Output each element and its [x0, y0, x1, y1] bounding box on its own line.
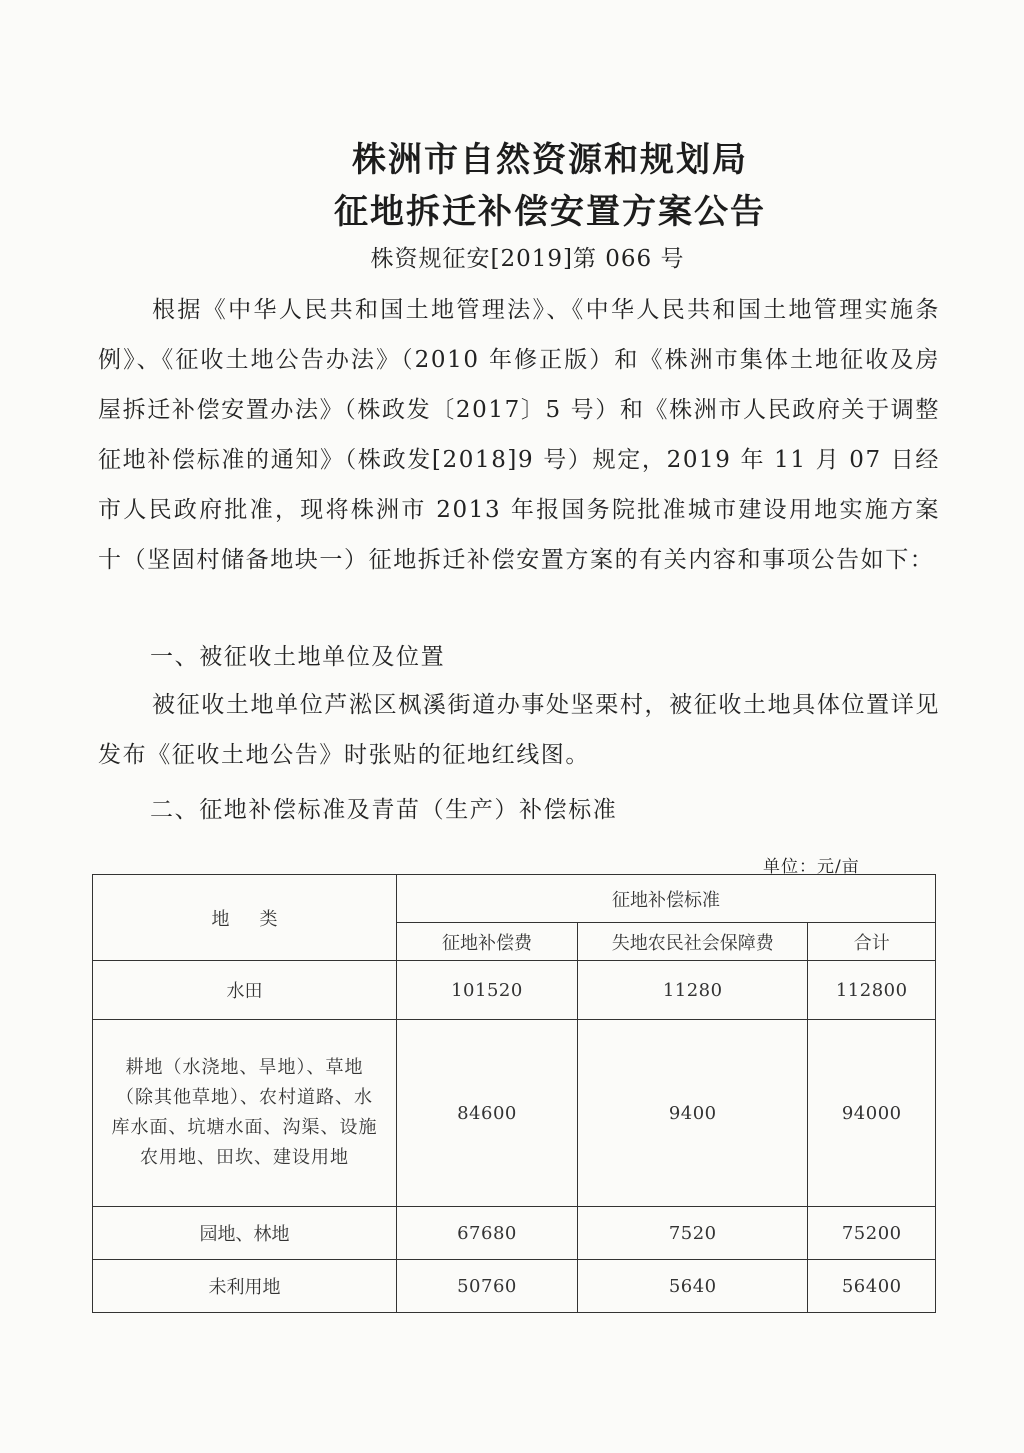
section-heading-2: 二、征地补偿标准及青苗（生产）补偿标准: [150, 797, 618, 823]
compensation-table: [92, 874, 936, 1313]
land-location-paragraph: 被征收土地单位芦淞区枫溪街道办事处坚栗村，被征收土地具体位置详见发布《征收土地公告》时张贴的征地红线图。: [98, 692, 940, 768]
cell-land-type: 水田: [93, 961, 397, 1020]
cell-social-security-fee: 9400: [577, 1020, 807, 1207]
header-total: 合计: [808, 923, 936, 961]
cell-compensation-fee: 84600: [396, 1020, 577, 1207]
header-compensation-standard: 征地补偿标准: [396, 875, 935, 923]
section-heading-1: 一、被征收土地单位及位置: [150, 644, 446, 670]
table-row: [93, 1020, 936, 1207]
unit-label: 单位：元/亩: [763, 857, 860, 877]
cell-compensation-fee: 50760: [396, 1260, 577, 1313]
header-compensation-fee: 征地补偿费: [396, 923, 577, 961]
cell-social-security-fee: 11280: [577, 961, 807, 1020]
cell-total: 94000: [808, 1020, 936, 1207]
intro-paragraph: 根据《中华人民共和国土地管理法》、《中华人民共和国土地管理实施条例》、《征收土地公告办法》（2010 年修正版）和《株洲市集体土地征收及房屋拆迁补偿安置办法》（株政发〔2017〕5 号）和《株洲市人民政府关于调整征地补偿标准的通知》（株政发[2018]9 号）规定，2019 年 11 月 07 日经市人民政府批准，现将株洲市 2013 年报国务院批准城市建设用地实施方案十（坚固村储备地块一）征地拆迁补偿安置方案的有关内容和事项公告如下：: [98, 297, 940, 573]
cell-social-security-fee: 7520: [577, 1207, 807, 1260]
table-row: [93, 1260, 936, 1313]
cell-social-security-fee: 5640: [577, 1260, 807, 1313]
document-title-line1: 株洲市自然资源和规划局: [352, 140, 748, 180]
cell-total: 56400: [808, 1260, 936, 1313]
table-row: [93, 1207, 936, 1260]
cell-land-type: 未利用地: [93, 1260, 397, 1313]
header-social-security-fee: 失地农民社会保障费: [577, 923, 807, 961]
cell-land-type: 园地、林地: [93, 1207, 397, 1260]
document-title-line2: 征地拆迁补偿安置方案公告: [334, 192, 766, 232]
cell-total: 75200: [808, 1207, 936, 1260]
cell-compensation-fee: 101520: [396, 961, 577, 1020]
cell-total: 112800: [808, 961, 936, 1020]
table-row: [93, 961, 936, 1020]
cell-compensation-fee: 67680: [396, 1207, 577, 1260]
header-land-type: 地类: [93, 875, 397, 961]
cell-land-type: 耕地（水浇地、旱地）、草地（除其他草地）、农村道路、水库水面、坑塘水面、沟渠、设施农用地、田坎、建设用地: [93, 1020, 397, 1207]
document-number: 株资规征安[2019]第 066 号: [370, 246, 685, 272]
